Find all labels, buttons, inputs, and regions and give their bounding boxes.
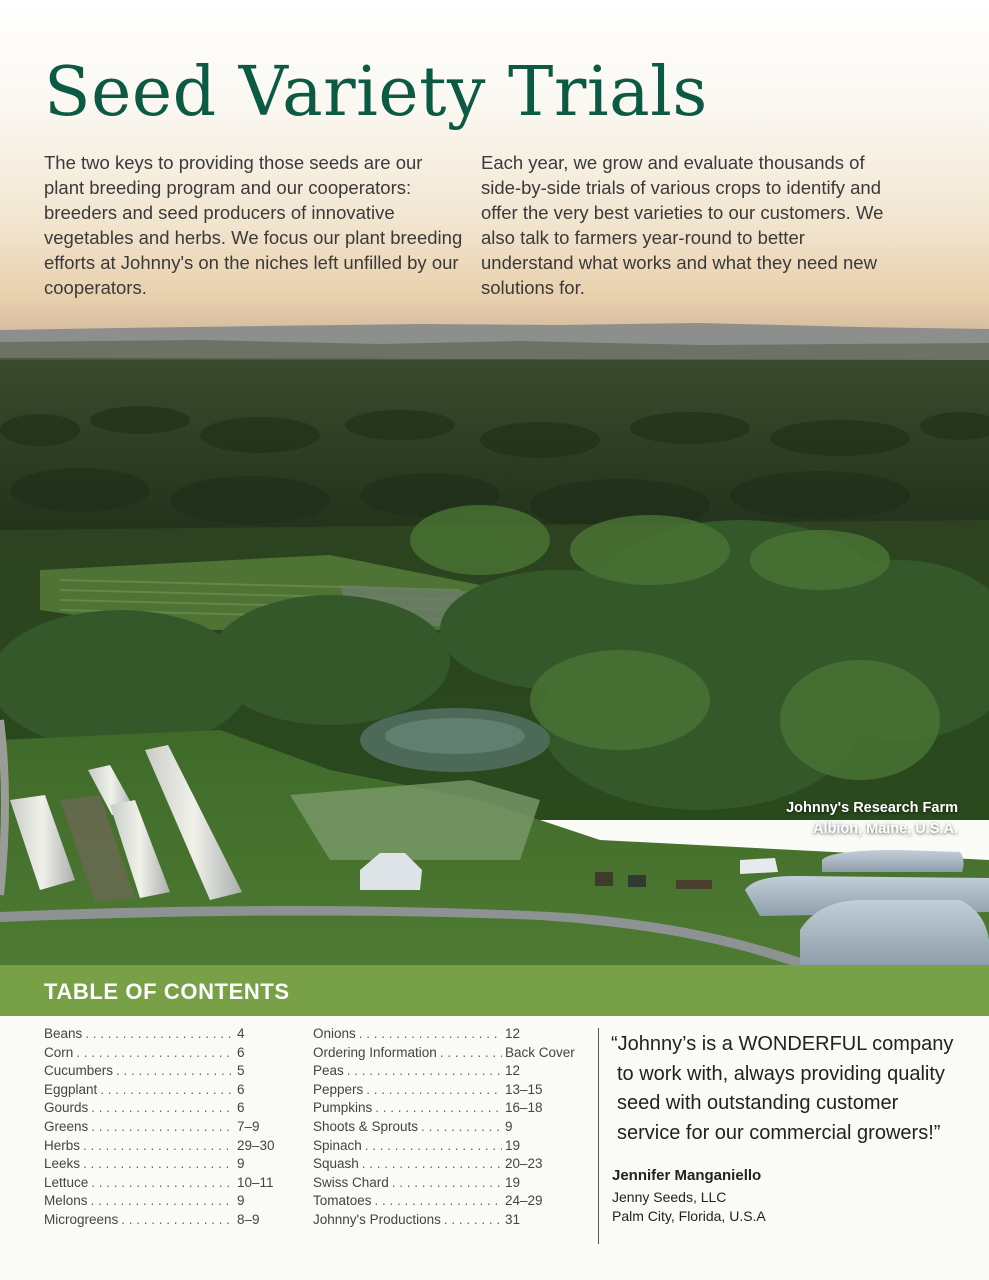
toc-leader-dots (362, 1156, 502, 1171)
toc-leader-dots (121, 1212, 234, 1227)
toc-entry-label: Gourds (44, 1100, 89, 1116)
toc-entry-label: Peas (313, 1063, 344, 1079)
toc-leader-dots (375, 1100, 502, 1115)
toc-entry-label: Greens (44, 1118, 89, 1134)
toc-leader-dots (91, 1100, 234, 1115)
toc-entry-label: Pumpkins (313, 1100, 373, 1116)
toc-entry (44, 1156, 279, 1175)
toc-entry-label: Cucumbers (44, 1063, 114, 1079)
toc-entry (44, 1119, 279, 1138)
toc-entry-page: 9 (505, 1118, 513, 1134)
toc-entry (313, 1138, 575, 1157)
toc-entry (44, 1212, 279, 1231)
toc-entry-page: 6 (237, 1044, 245, 1060)
toc-entry (44, 1026, 279, 1045)
toc-entry (313, 1045, 575, 1064)
toc-entry-label: Leeks (44, 1156, 81, 1172)
photo-caption (786, 798, 958, 840)
toc-leader-dots (440, 1045, 502, 1060)
toc-entry-page: 8–9 (237, 1211, 260, 1227)
toc-entry-page: 9 (237, 1156, 245, 1172)
toc-entry (44, 1138, 279, 1157)
toc-leader-dots (359, 1026, 502, 1041)
toc-entry (313, 1119, 575, 1138)
toc-leader-dots (365, 1138, 502, 1153)
photo-caption-location: Albion, Maine, U.S.A. (812, 821, 958, 837)
toc-entry-label: Corn (44, 1044, 74, 1060)
photo-caption-title: Johnny's Research Farm (786, 800, 958, 816)
testimonial-divider (598, 1028, 599, 1244)
toc-entry-label: Squash (313, 1156, 359, 1172)
quote-line: “Johnny’s is a WONDERFUL company (611, 1033, 954, 1055)
toc-header-band (0, 965, 989, 1016)
toc-entry-page: 12 (505, 1026, 521, 1041)
quote-line: seed with outstanding customer (617, 1092, 899, 1114)
toc-entry (44, 1193, 279, 1212)
toc-leader-dots (444, 1212, 502, 1227)
toc-entry-page: 9 (237, 1193, 245, 1209)
toc-entry-label: Ordering Information (313, 1044, 437, 1060)
toc-leader-dots (116, 1063, 234, 1078)
toc-leader-dots (91, 1193, 234, 1208)
toc-leader-dots (347, 1063, 502, 1078)
quote-line: to work with, always providing quality (617, 1062, 945, 1085)
toc-entry (313, 1193, 575, 1212)
toc-entry-page: 29–30 (237, 1137, 275, 1153)
testimonial-quote (611, 1030, 976, 1148)
toc-entry-page: 19 (505, 1137, 521, 1153)
testimonial-author-company: Jenny Seeds, LLC (612, 1189, 727, 1205)
toc-entry-page: 4 (237, 1026, 245, 1041)
toc-entry-label: Herbs (44, 1137, 81, 1153)
toc-leader-dots (91, 1119, 234, 1134)
toc-entry (313, 1082, 575, 1101)
testimonial-author-location: Palm City, Florida, U.S.A (612, 1208, 766, 1224)
toc-entry (313, 1100, 575, 1119)
toc-entry (313, 1156, 575, 1175)
toc-leader-dots (76, 1045, 234, 1060)
toc-entry (313, 1026, 575, 1045)
research-farm-aerial-photo (0, 300, 989, 965)
toc-entry (44, 1063, 279, 1082)
toc-entry-label: Microgreens (44, 1211, 119, 1227)
toc-entry-label: Peppers (313, 1081, 364, 1097)
toc-entry-label: Onions (313, 1026, 356, 1041)
quote-line: service for our commercial growers!” (617, 1121, 941, 1144)
toc-entry-label: Spinach (313, 1137, 362, 1153)
toc-entry-page: 20–23 (505, 1156, 543, 1172)
toc-leader-dots (83, 1138, 234, 1153)
toc-entry (44, 1045, 279, 1064)
toc-entry-page: 19 (505, 1174, 521, 1190)
toc-leader-dots (366, 1082, 502, 1097)
toc-entry-label: Beans (44, 1026, 83, 1041)
toc-entry (44, 1100, 279, 1119)
toc-entry-page: Back Cover (505, 1044, 575, 1060)
toc-entry (44, 1082, 279, 1101)
testimonial-author-name: Jennifer Manganiello (612, 1167, 762, 1184)
toc-entry-page: 6 (237, 1081, 245, 1097)
toc-entry-page: 10–11 (237, 1174, 274, 1190)
toc-entry-page: 16–18 (505, 1100, 543, 1116)
toc-leader-dots (91, 1175, 234, 1190)
toc-heading: TABLE OF CONTENTS (44, 979, 290, 1004)
toc-leader-dots (375, 1193, 502, 1208)
toc-entry-label: Melons (44, 1193, 88, 1209)
toc-entry-page: 7–9 (237, 1118, 260, 1134)
toc-leader-dots (392, 1175, 502, 1190)
toc-leader-dots (83, 1156, 234, 1171)
toc-entry-page: 12 (505, 1063, 521, 1079)
toc-entry-page: 13–15 (505, 1081, 543, 1097)
toc-entry-label: Lettuce (44, 1174, 89, 1190)
toc-entry-page: 6 (237, 1100, 245, 1116)
intro-paragraph-left: The two keys to providing those seeds are our plant breeding program and our cooperators: breeders and seed producers of innovative vegetables and herbs. We focus our plant breeding efforts at Johnny's on the niches left unfilled by our cooperators. (44, 152, 463, 298)
toc-leader-dots (421, 1119, 502, 1134)
intro-paragraph-right: Each year, we grow and evaluate thousands of side-by-side trials of various crops to identify and offer the very best varieties to our customers. We also talk to farmers year-round to better understand what works and what they need new solutions for. (481, 152, 884, 298)
toc-entry (313, 1212, 575, 1231)
toc-entry (313, 1063, 575, 1082)
toc-column-2 (313, 1026, 575, 1231)
toc-entry-page: 24–29 (505, 1193, 543, 1209)
toc-entry-label: Eggplant (44, 1081, 98, 1097)
toc-entry (44, 1175, 279, 1194)
toc-entry-label: Tomatoes (313, 1193, 372, 1209)
toc-leader-dots (100, 1082, 234, 1097)
toc-entry-label: Shoots & Sprouts (313, 1118, 419, 1134)
toc-column-1 (44, 1026, 279, 1231)
toc-entry (313, 1175, 575, 1194)
toc-leader-dots (85, 1026, 234, 1041)
toc-entry-page: 31 (505, 1211, 521, 1227)
toc-entry-label: Swiss Chard (313, 1174, 389, 1190)
toc-entry-page: 5 (237, 1063, 245, 1079)
toc-entry-label: Johnny's Productions (313, 1211, 441, 1227)
page-title: Seed Variety Trials (44, 53, 708, 132)
